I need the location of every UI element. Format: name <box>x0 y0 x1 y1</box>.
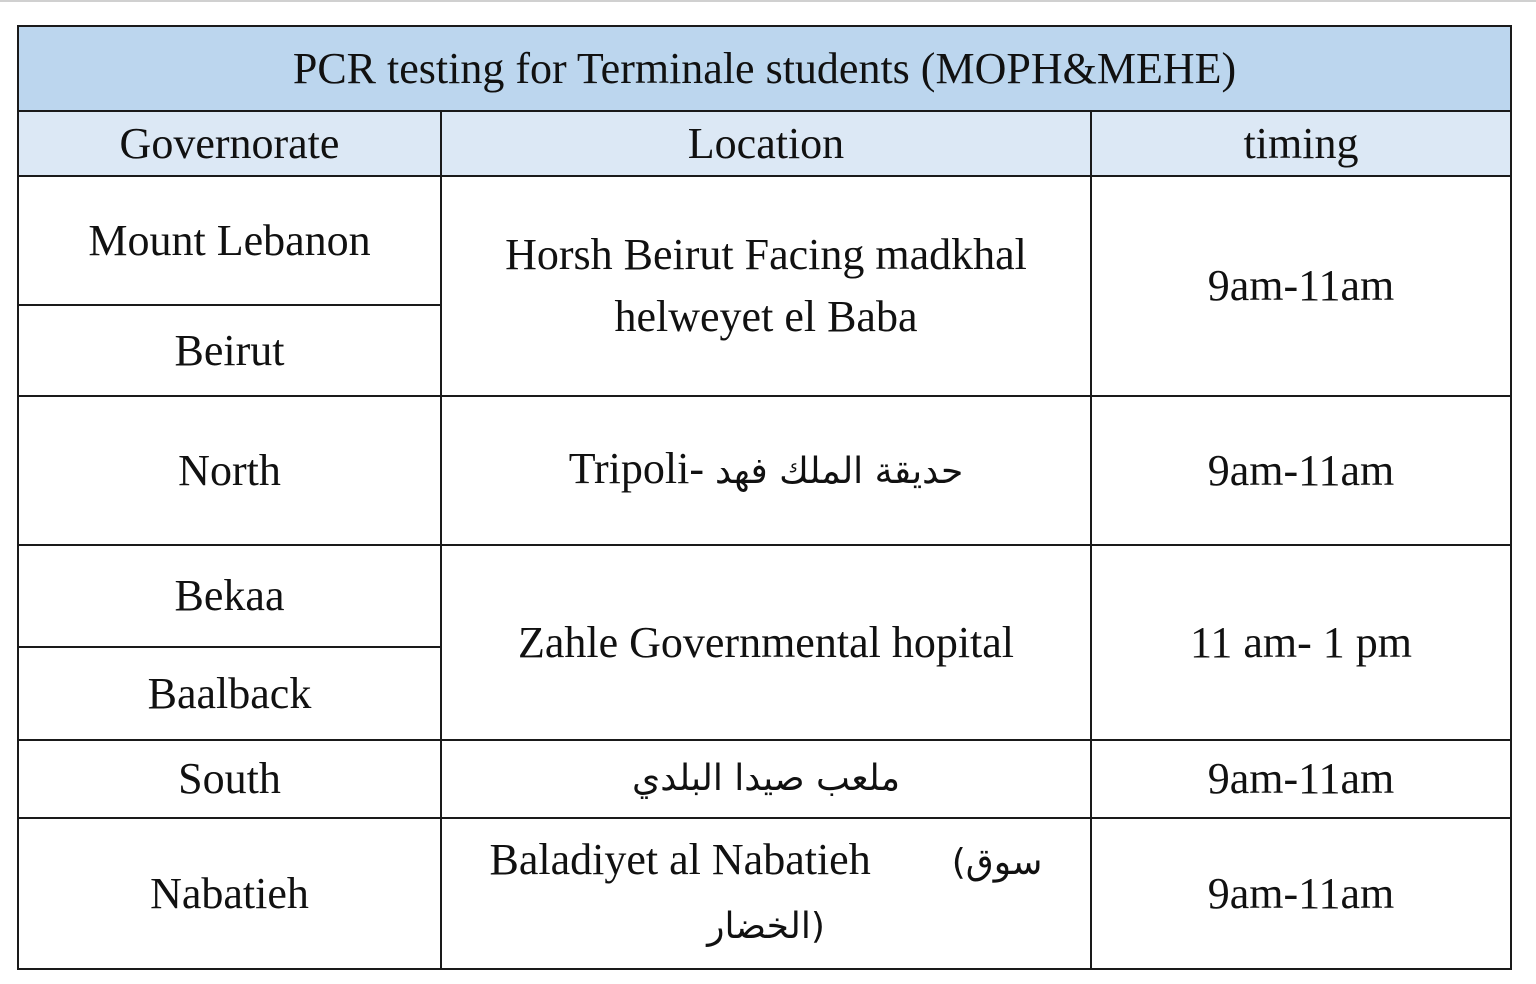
timing-cell: 11 am- 1 pm <box>1091 545 1511 740</box>
location-line: helweyet el Baba <box>614 292 918 341</box>
location-latin: Baladiyet al Nabatieh <box>489 835 871 884</box>
location-cell: ملعب صيدا البلدي <box>441 740 1091 818</box>
governorate-cell: Nabatieh <box>18 818 441 969</box>
governorate-cell: Bekaa <box>18 545 441 647</box>
location-cell: Zahle Governmental hopital <box>441 545 1091 740</box>
location-arabic: الخضار) <box>707 906 825 947</box>
location-cell <box>441 396 1091 545</box>
location-cell <box>441 176 1091 396</box>
location-latin: Tripoli- <box>568 444 704 493</box>
header-governorate: Governorate <box>18 111 441 176</box>
governorate-cell: Baalback <box>18 647 441 740</box>
governorate-cell: South <box>18 740 441 818</box>
location-line: Horsh Beirut Facing madkhal <box>505 230 1027 279</box>
timing-cell: 9am-11am <box>1091 396 1511 545</box>
governorate-cell: Beirut <box>18 305 441 396</box>
location-cell <box>441 818 1091 969</box>
header-location: Location <box>441 111 1091 176</box>
header-timing: timing <box>1091 111 1511 176</box>
table-title: PCR testing for Terminale students (MOPH&MEHE) <box>18 26 1511 111</box>
top-border-line <box>0 0 1536 2</box>
timing-cell: 9am-11am <box>1091 176 1511 396</box>
governorate-cell: North <box>18 396 441 545</box>
location-arabic: (سوق <box>951 842 1043 883</box>
location-arabic: حديقة الملك فهد <box>715 451 964 492</box>
timing-cell: 9am-11am <box>1091 818 1511 969</box>
location-line <box>442 828 1090 895</box>
governorate-cell: Mount Lebanon <box>18 176 441 305</box>
pcr-testing-table <box>17 25 1512 970</box>
timing-cell: 9am-11am <box>1091 740 1511 818</box>
